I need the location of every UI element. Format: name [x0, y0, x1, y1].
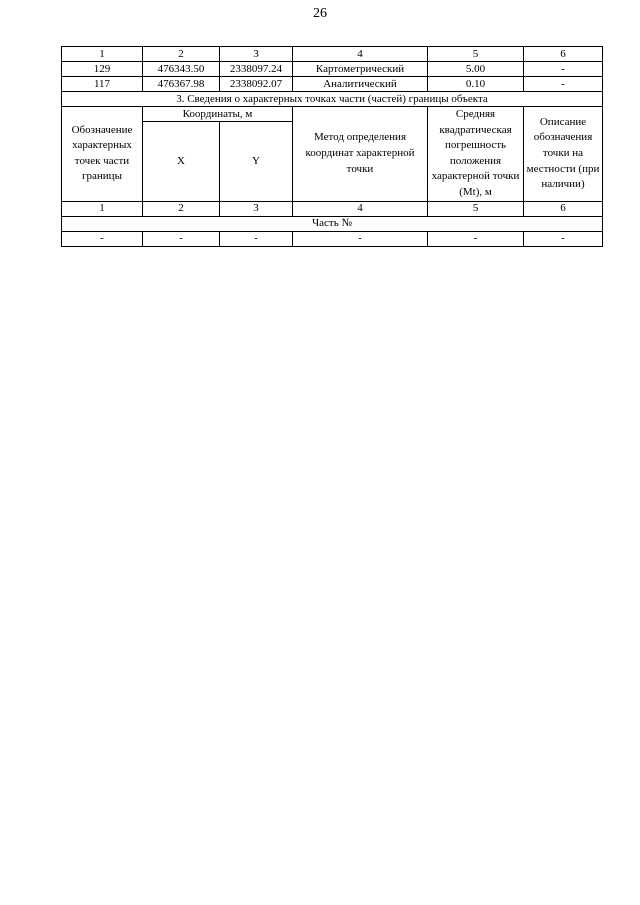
coord-x: - [143, 231, 220, 246]
method: Картометрический [293, 62, 428, 77]
section-title: 3. Сведения о характерных точках части (частей) границы объекта [62, 92, 603, 107]
part-row [62, 216, 603, 231]
header-x: X [143, 122, 220, 201]
method: Аналитический [293, 77, 428, 92]
coord-x: 476367.98 [143, 77, 220, 92]
header-row [62, 107, 603, 122]
column-number-row [62, 201, 603, 216]
table-row [62, 77, 603, 92]
point-id: 129 [62, 62, 143, 77]
col-number: 1 [62, 201, 143, 216]
col-number: 3 [220, 201, 293, 216]
page-number: 26 [313, 6, 327, 21]
header-point-designation: Обозначение характерных точек части границы [62, 107, 143, 202]
col-number: 4 [293, 47, 428, 62]
col-number: 4 [293, 201, 428, 216]
header-y: Y [220, 122, 293, 201]
col-number: 3 [220, 47, 293, 62]
description: - [524, 62, 603, 77]
col-number: 2 [143, 47, 220, 62]
coord-y: 2338092.07 [220, 77, 293, 92]
description: - [524, 231, 603, 246]
col-number: 1 [62, 47, 143, 62]
column-number-row [62, 47, 603, 62]
point-id: - [62, 231, 143, 246]
col-number: 6 [524, 201, 603, 216]
part-label: Часть № [62, 216, 603, 231]
col-number: 2 [143, 201, 220, 216]
error-value: 5.00 [428, 62, 524, 77]
header-method: Метод определения координат характерной точки [293, 107, 428, 202]
error-value: 0.10 [428, 77, 524, 92]
col-number: 5 [428, 201, 524, 216]
table-row [62, 62, 603, 77]
description: - [524, 77, 603, 92]
error-value: - [428, 231, 524, 246]
col-number: 6 [524, 47, 603, 62]
method: - [293, 231, 428, 246]
coord-x: 476343.50 [143, 62, 220, 77]
table-row [62, 231, 603, 246]
col-number: 5 [428, 47, 524, 62]
point-id: 117 [62, 77, 143, 92]
header-coordinates: Координаты, м [143, 107, 293, 122]
header-description: Описание обозначения точки на местности (при наличии) [524, 107, 603, 202]
section-title-row [62, 92, 603, 107]
coord-y: 2338097.24 [220, 62, 293, 77]
boundary-points-table [61, 46, 603, 247]
coord-y: - [220, 231, 293, 246]
header-error: Средняя квадратическая погрешность положения характерной точки (Mt), м [428, 107, 524, 202]
